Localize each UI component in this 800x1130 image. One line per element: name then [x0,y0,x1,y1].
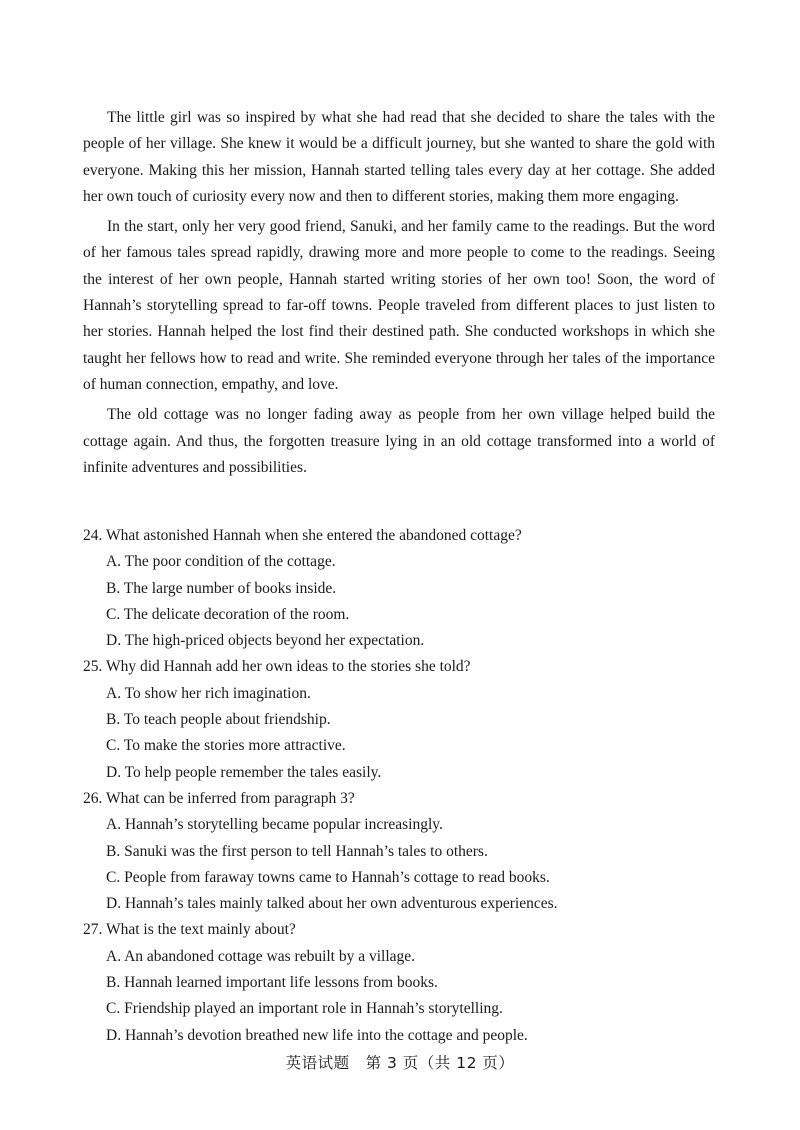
option-d: D. Hannah’s devotion breathed new life into the cottage and people. [106,1026,528,1044]
option-b: B. Sanuki was the first person to tell Hannah’s tales to others. [106,842,488,860]
question-27 [83,917,723,1048]
option-c: C. Friendship played an important role in Hannah’s storytelling. [106,1000,503,1018]
reading-passage [83,105,715,485]
option-a: A. Hannah’s storytelling became popular increasingly. [106,816,443,834]
question-25 [83,654,723,785]
option-b: B. The large number of books inside. [106,579,337,597]
question-24 [83,523,723,654]
question-stem: 27. What is the text mainly about? [83,921,296,939]
option-c: C. To make the stories more attractive. [106,737,346,755]
passage-paragraph: The little girl was so inspired by what she had read that she decided to share the tales with the people of her village. She knew it would be a difficult journey, but she wanted to share the gold with everyone. Making this her mission, Hannah started telling tales every day at her cottage. She added her own touch of curiosity every now and then to different stories, making them more engaging. [83,109,715,205]
option-a: A. To show her rich imagination. [106,684,311,702]
question-stem: 25. Why did Hannah add her own ideas to the stories she told? [83,658,471,676]
option-d: D. Hannah’s tales mainly talked about her own adventurous experiences. [106,895,558,913]
question-26 [83,786,723,917]
option-b: B. Hannah learned important life lessons from books. [106,974,438,992]
option-d: D. To help people remember the tales easily. [106,763,382,781]
option-c: C. The delicate decoration of the room. [106,605,350,623]
question-list [83,523,723,1049]
option-d: D. The high-priced objects beyond her expectation. [106,632,425,650]
option-a: A. An abandoned cottage was rebuilt by a village. [106,947,416,965]
option-a: A. The poor condition of the cottage. [106,553,336,571]
option-b: B. To teach people about friendship. [106,711,331,729]
passage-paragraph: In the start, only her very good friend, Sanuki, and her family came to the readings. But the word of her famous tales spread rapidly, drawing more and more people to come to the readings. Seeing the interest of her own people, Hannah started writing stories of her own too! Soon, the word of Hannah’s storytelling spread to far-off towns. People traveled from different places to just listen to her stories. Hannah helped the lost find their destined path. She conducted workshops in which she taught her fellows how to read and write. She reminded everyone through her tales of the importance of human connection, empathy, and love. [83,218,715,393]
question-stem: 26. What can be inferred from paragraph 3? [83,789,355,807]
passage-paragraph: The old cottage was no longer fading away as people from her own village helped build the cottage again. And thus, the forgotten treasure lying in an old cottage transformed into a world of infinite adventures and possibilities. [83,406,715,476]
option-c: C. People from faraway towns came to Hannah’s cottage to read books. [106,868,550,886]
question-stem: 24. What astonished Hannah when she entered the abandoned cottage? [83,527,522,544]
page-footer: 英语试题 第 3 页（共 12 页） [285,1054,515,1072]
